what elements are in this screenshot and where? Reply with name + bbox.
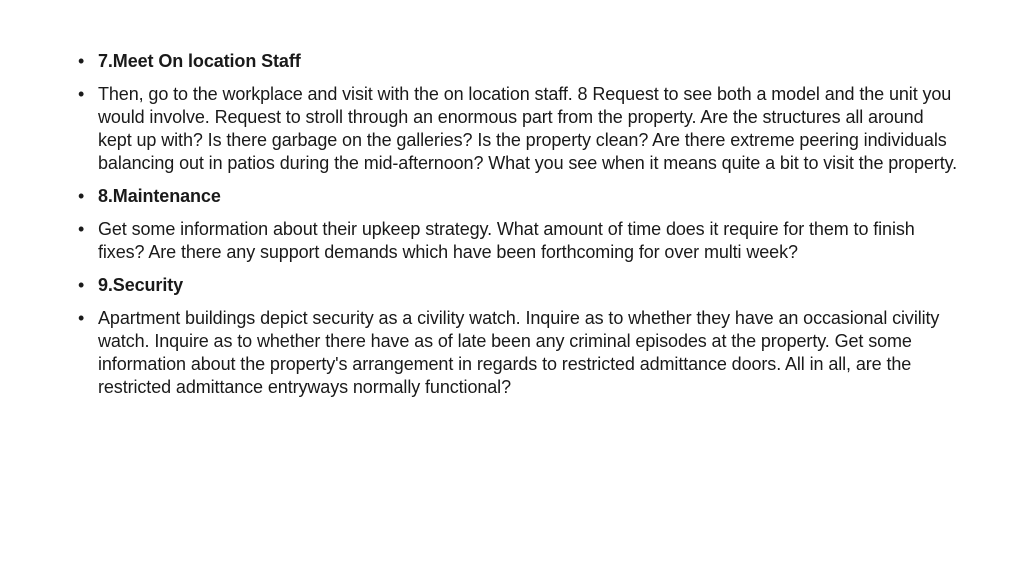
bullet-text: 7.Meet On location Staff	[98, 51, 301, 71]
bullet-text: 8.Maintenance	[98, 186, 221, 206]
bullet-dot-icon: •	[78, 219, 85, 239]
bullet-text: Get some information about their upkeep strategy. What amount of time does it require for them to finish fixes? Are there any support demands which have been forthcoming for over multi week?	[98, 219, 915, 262]
bullet-heading-maintenance	[78, 185, 958, 208]
bullet-heading-meet-staff	[78, 50, 958, 73]
bullet-dot-icon: •	[78, 51, 85, 71]
bullet-list	[78, 50, 958, 409]
bullet-dot-icon: •	[78, 186, 85, 206]
bullet-text: Then, go to the workplace and visit with the on location staff. 8 Request to see both a model and the unit you would involve. Request to stroll through an enormous part from the property. Are the structures all around kept up with? Is there garbage on the galleries? Is the property clean? Are there extreme peering individuals balancing out in patios during the mid-afternoon? What you see when it means quite a bit to visit the property.	[98, 84, 958, 173]
bullet-paragraph-meet-staff	[78, 83, 958, 175]
bullet-paragraph-maintenance	[78, 218, 958, 264]
bullet-heading-security	[78, 274, 958, 297]
bullet-paragraph-security	[78, 307, 958, 399]
bullet-dot-icon: •	[78, 275, 85, 295]
bullet-text: 9.Security	[98, 275, 184, 295]
bullet-dot-icon: •	[78, 308, 85, 328]
bullet-dot-icon: •	[78, 84, 85, 104]
bullet-text: Apartment buildings depict security as a civility watch. Inquire as to whether they have an occasional civility watch. Inquire as to whether there have as of late been any criminal episodes at the property. Get some information about the property's arrangement in regards to restricted admittance doors. All in all, are the restricted admittance entryways normally functional?	[98, 308, 940, 397]
